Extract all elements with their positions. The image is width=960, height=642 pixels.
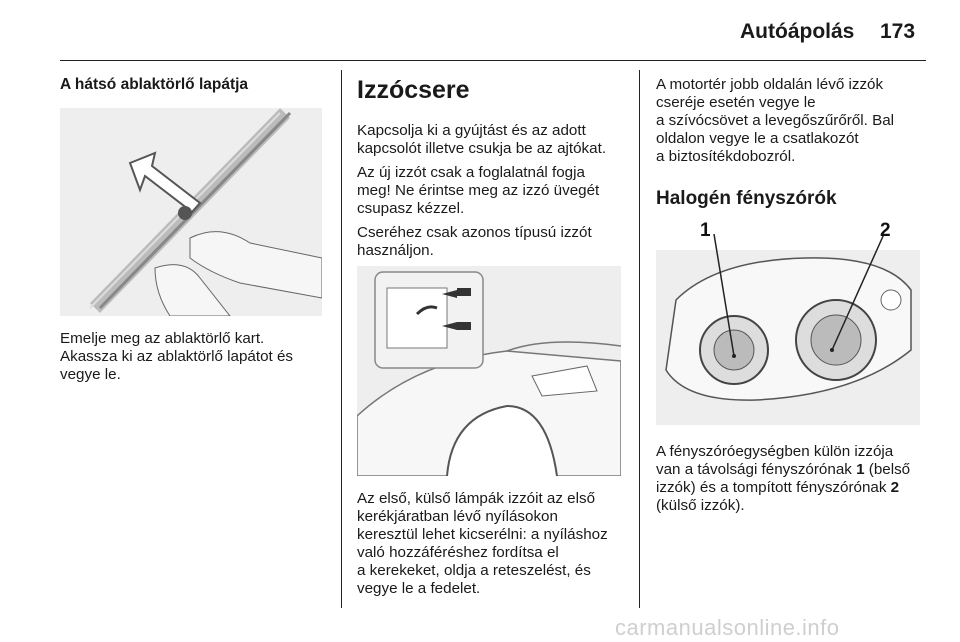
text-line: cseréje esetén vegye le xyxy=(656,94,816,111)
paragraph xyxy=(357,122,632,158)
text-line: használjon. xyxy=(357,242,434,259)
text-line xyxy=(656,461,936,479)
text-line: A fényszóróegységben külön izzója xyxy=(656,443,894,460)
engine-bay-instructions xyxy=(656,76,936,166)
bulb-replacement-heading: Izzócsere xyxy=(357,76,470,104)
paragraph xyxy=(357,164,632,218)
text-line: (külső izzók). xyxy=(656,497,745,514)
callout-ref-1: 1 xyxy=(856,461,865,478)
text-span: (belső xyxy=(864,461,911,478)
bulb-instructions xyxy=(357,122,632,266)
text-line: Akassza ki az ablaktörlő lapátot és xyxy=(60,348,293,365)
text-line: való hozzáféréshez fordítsa el xyxy=(357,544,559,561)
text-span: van a távolsági fényszórónak xyxy=(656,461,857,478)
header-rule xyxy=(60,60,926,61)
text-line: a biztosítékdobozról. xyxy=(656,148,796,165)
text-line: Kapcsolja ki a gyújtást és az adott xyxy=(357,122,586,139)
paragraph xyxy=(357,224,632,260)
text-line: vegye le a fedelet. xyxy=(357,580,481,597)
text-line: A motortér jobb oldalán lévő izzók xyxy=(656,76,884,93)
text-line: Emelje meg az ablaktörlő kart. xyxy=(60,330,265,347)
wiper-illustration xyxy=(60,108,322,316)
halogen-headlights-heading: Halogén fényszórók xyxy=(656,188,837,209)
callout-ref-2: 2 xyxy=(890,479,900,496)
wiper-instructions xyxy=(60,330,330,384)
text-line: Az első, külső lámpák izzóit az első xyxy=(357,490,596,507)
text-line: vegye le. xyxy=(60,366,121,383)
callout-label-2: 2 xyxy=(880,220,891,241)
text-line: kapcsolót illetve csukja be az ajtókat. xyxy=(357,140,607,157)
column-divider-2 xyxy=(639,70,640,608)
text-line: oldalon vegye le a csatlakozót xyxy=(656,130,859,147)
section-title: Autóápolás xyxy=(740,20,855,43)
watermark: carmanualsonline.info xyxy=(615,615,840,640)
text-line: Az új izzót csak a foglalatnál fogja xyxy=(357,164,585,181)
page-number: 173 xyxy=(880,20,916,43)
callout-label-1: 1 xyxy=(700,220,711,241)
wheel-arch-instructions xyxy=(357,490,632,598)
text-line: Cseréhez csak azonos típusú izzót xyxy=(357,224,592,241)
text-line: meg! Ne érintse meg az izzó üvegét xyxy=(357,182,600,199)
wheel-arch-illustration xyxy=(357,266,621,476)
text-line: csupasz kézzel. xyxy=(357,200,465,217)
text-line: a kerekeket, oldja a reteszelést, és xyxy=(357,562,591,579)
text-line: keresztül lehet kicserélni: a nyíláshoz xyxy=(357,526,608,543)
column-divider-1 xyxy=(341,70,342,608)
text-line: a szívócsövet a levegőszűrőről. Bal xyxy=(656,112,895,129)
text-line xyxy=(656,479,936,497)
wiper-heading: A hátsó ablaktörlő lapátja xyxy=(60,76,249,93)
headlight-illustration xyxy=(656,220,920,425)
headlight-caption xyxy=(656,443,936,515)
text-span: izzók) és a tompított fényszórónak xyxy=(656,479,891,496)
text-line: kerékjáratban lévő nyílásokon xyxy=(357,508,558,525)
